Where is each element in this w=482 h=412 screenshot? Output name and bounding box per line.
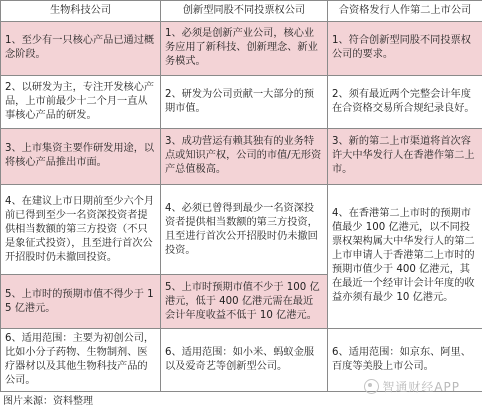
table-cell: 1、必须是创新产业公司，核心业务应用了新科技、创新理念、新业务模式。 <box>161 22 328 76</box>
table-cell: 4、必须已曾得到最少一名资深投资者提供相当数额的第三方投资，且至进行首次公开招股时仍未撤回投资。 <box>161 184 328 275</box>
table-cell: 3、新的第二上市渠道将首次容许大中华发行人在香港作第二上市。 <box>328 129 482 185</box>
table-cell: 2、以研发为主，专注开发核心产品，上市前最少十二个月一直从事核心产品的研发。 <box>1 75 161 129</box>
table-header-row <box>1 1 482 22</box>
table-cell: 2、须有最近两个完整会计年度在合资格交易所合规纪录良好。 <box>328 75 482 129</box>
table-cell: 6、适用范围：主要为初创公司，比如小分子药物、生物制剂、医疗器材以及其他生物科技产品的公司。 <box>1 329 161 392</box>
table-cell: 4、在香港第二上市时的预期市值最少 100 亿港元，以不同投票权架构属大中华发行人的第二上市申请人于香港第二上市时的预期市值少于 400 亿港元，其在最近一个经审计会计年度的收益亦须有最少 10 亿港元。 <box>328 184 482 328</box>
table-row <box>1 22 482 76</box>
table-cell: 5、上市时的预期市值不得少于 15 亿港元。 <box>1 275 161 329</box>
table-cell: 6、适用范围：如小米、蚂蚁金服以及爱奇艺等创新型公司。 <box>161 329 328 392</box>
header-biotech: 生物科技公司 <box>1 1 161 22</box>
header-secondary-listing: 合资格发行人作第二上市公司 <box>328 1 482 22</box>
table-cell: 5、上市时预期市值不少于 100 亿港元，低于 400 亿港元需在最近会计年度收益不低于 10 亿港元。 <box>161 275 328 329</box>
table-cell: 6、适用范围：如京东、阿里、百度等美股上市公司。 <box>328 329 482 392</box>
header-wvr: 创新型同股不同投票权公司 <box>161 1 328 22</box>
table-cell: 3、成功营运有赖其独有的业务特点或知识产权，公司的市值/无形资产总值极高。 <box>161 129 328 185</box>
table-cell: 2、研发为公司贡献一大部分的预期市值。 <box>161 75 328 129</box>
table-cell: 1、至少有一只核心产品已通过概念阶段。 <box>1 22 161 76</box>
table-row <box>1 184 482 275</box>
watermark <box>364 378 460 395</box>
image-source-caption: 图片来源：资料整理 <box>3 396 93 407</box>
table-cell: 4、在建议上市日期前至少六个月前已得到至少一名资深投资者提供相当数额的第三方投资（不只是象征式投资），且至进行首次公开招股时仍未撤回投资。 <box>1 184 161 275</box>
table-row <box>1 75 482 129</box>
table-cell: 1、符合创新型同股不同投票权公司的要求。 <box>328 22 482 76</box>
table-row <box>1 129 482 185</box>
table-cell: 3、上市集资主要作研发用途，以将核心产品推出市面。 <box>1 129 161 185</box>
watermark-text: 智通财经APP <box>382 380 460 394</box>
watermark-logo-icon <box>364 379 379 394</box>
